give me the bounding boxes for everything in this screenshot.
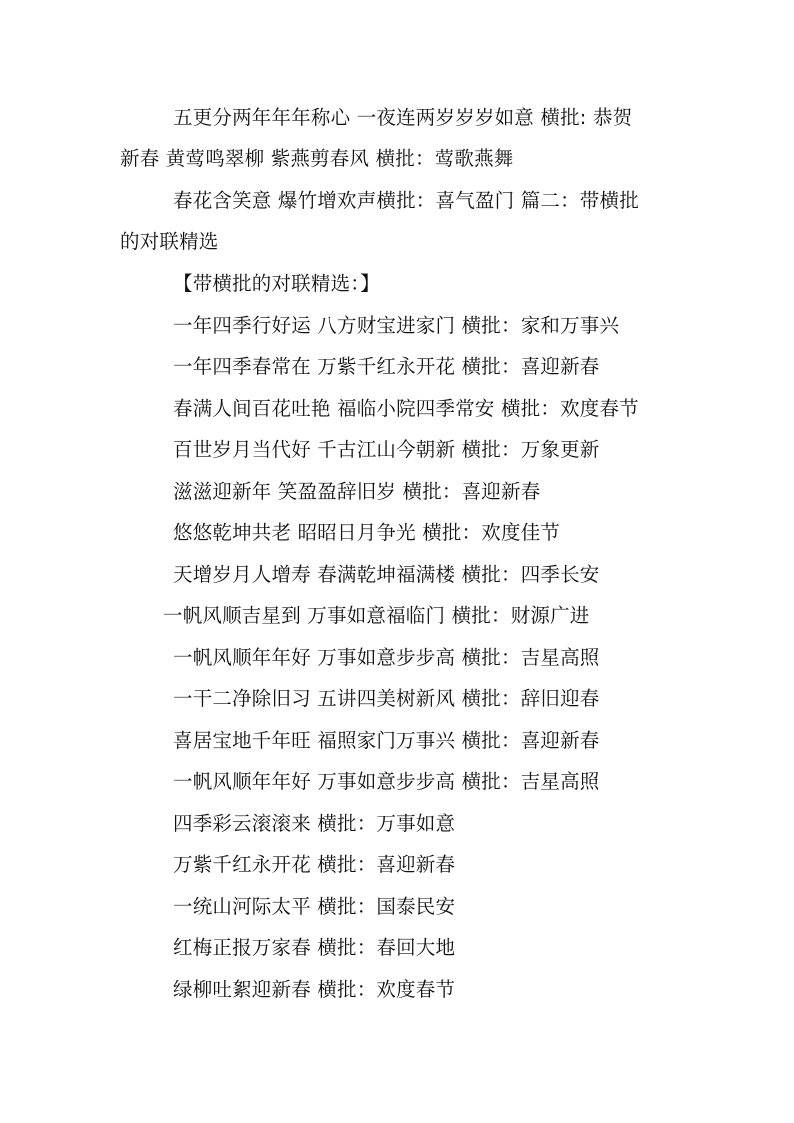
text-line-3: 春花含笑意 爆竹增欢声横批：喜气盈门 篇二：带横批 [173, 189, 639, 212]
couplet-line-11: 喜居宝地千年旺 福照家门万事兴 横批：喜迎新春 [173, 729, 600, 752]
couplet-line-14: 万紫千红永开花 横批：喜迎新春 [173, 853, 456, 876]
text-line-1: 五更分两年年年称心 一夜连两岁岁岁如意 横批: 恭贺 [173, 106, 633, 129]
couplet-line-9: 一帆风顺年年好 万事如意步步高 横批：吉星高照 [173, 646, 600, 669]
couplet-line-7: 天增岁月人增寿 春满乾坤福满楼 横批：四季长安 [173, 563, 600, 586]
couplet-line-8: 一帆风顺吉星到 万事如意福临门 横批：财源广进 [163, 604, 590, 627]
couplet-line-16: 红梅正报万家春 横批：春回大地 [173, 936, 456, 959]
couplet-line-13: 四季彩云滚滚来 横批：万事如意 [173, 812, 456, 835]
text-line-4: 的对联精选 [120, 230, 219, 253]
couplet-line-15: 一统山河际太平 横批：国泰民安 [173, 895, 456, 918]
couplet-line-1: 一年四季行好运 八方财宝进家门 横批：家和万事兴 [173, 314, 620, 337]
couplet-line-12: 一帆风顺年年好 万事如意步步高 横批：吉星高照 [173, 770, 600, 793]
text-line-2: 新春 黄莺鸣翠柳 紫燕剪春风 横批：莺歌燕舞 [120, 147, 514, 170]
couplet-line-17: 绿柳吐絮迎新春 横批：欢度春节 [173, 978, 456, 1001]
couplet-line-3: 春满人间百花吐艳 福临小院四季常安 横批：欢度春节 [173, 397, 639, 420]
section-heading: 【带横批的对联精选：】 [173, 272, 380, 295]
couplet-line-4: 百世岁月当代好 千古江山今朝新 横批：万象更新 [173, 438, 600, 461]
couplet-line-2: 一年四季春常在 万紫千红永开花 横批：喜迎新春 [173, 355, 600, 378]
couplet-line-10: 一干二净除旧习 五讲四美树新风 横批：辞旧迎春 [173, 687, 600, 710]
couplet-line-5: 滋滋迎新年 笑盈盈辞旧岁 横批：喜迎新春 [173, 480, 541, 503]
couplet-line-6: 悠悠乾坤共老 昭昭日月争光 横批：欢度佳节 [173, 521, 561, 544]
